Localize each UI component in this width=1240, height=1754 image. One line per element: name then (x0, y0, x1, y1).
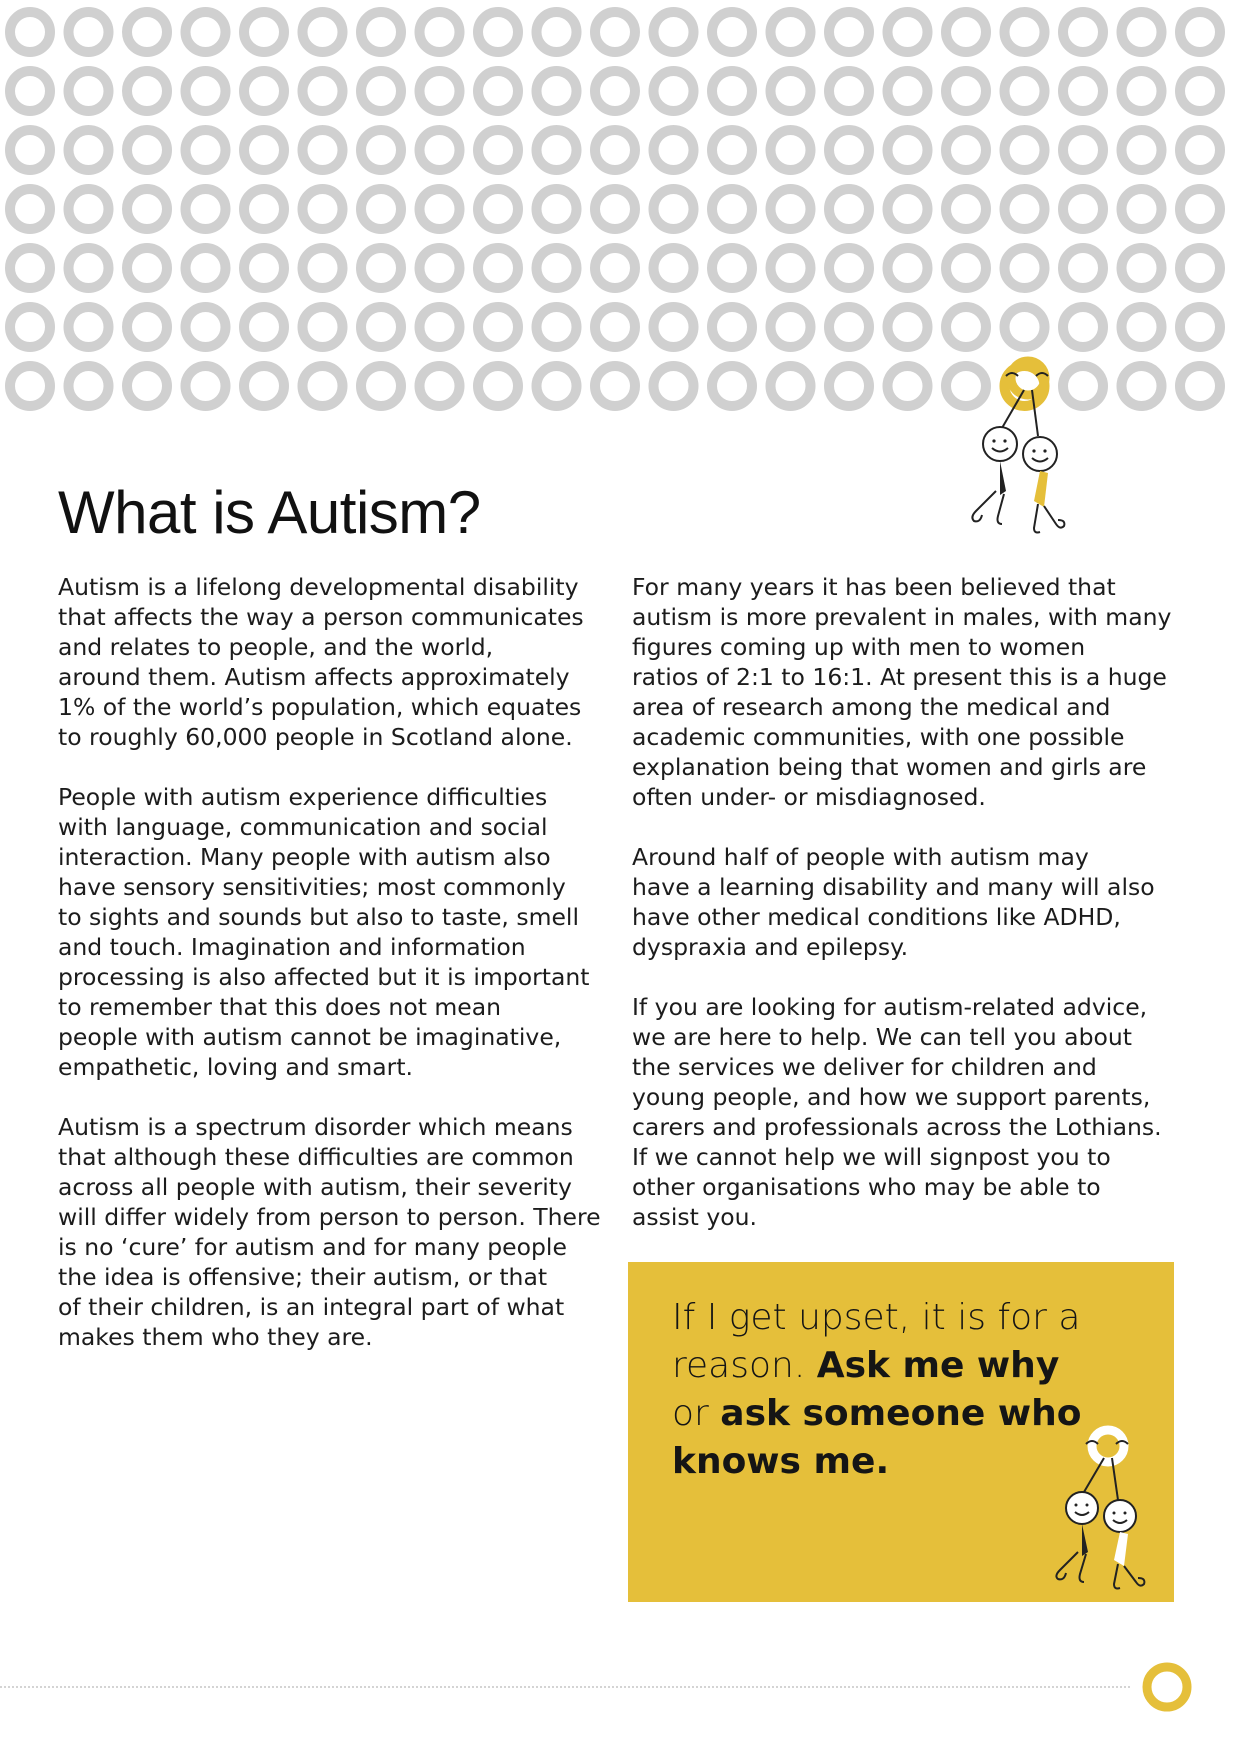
grey-ring-icon (654, 307, 694, 347)
grey-ring-icon (537, 71, 577, 111)
grey-ring-icon (303, 248, 343, 288)
grey-ring-icon (186, 130, 226, 170)
grey-ring-icon (420, 71, 460, 111)
grey-ring-icon (712, 12, 752, 52)
grey-ring-icon (654, 189, 694, 229)
grey-ring-icon (420, 307, 460, 347)
grey-ring-icon (244, 366, 284, 406)
grey-ring-icon (888, 307, 928, 347)
grey-ring-icon (69, 12, 109, 52)
grey-ring-icon (1180, 130, 1220, 170)
paragraph: If you are looking for autism-related advice, we are here to help. We can tell you about the services we deliver for children and young people, and how we support parents, carers and professionals across the Lothians. If we cannot help we will signpost you to other organisations who may be able to assist you. (632, 993, 1162, 1231)
grey-ring-icon (829, 307, 869, 347)
grey-ring-icon (10, 12, 50, 52)
grey-ring-icon (420, 12, 460, 52)
grey-ring-icon (1122, 12, 1162, 52)
grey-ring-icon (888, 130, 928, 170)
grey-ring-icon (420, 189, 460, 229)
grey-ring-icon (595, 366, 635, 406)
grey-ring-icon (1122, 189, 1162, 229)
grey-ring-icon (771, 12, 811, 52)
grey-ring-icon (1180, 189, 1220, 229)
grey-ring-icon (1063, 307, 1103, 347)
yellow-ring-icon (1140, 1660, 1194, 1714)
grey-ring-icon (478, 248, 518, 288)
grey-ring-icon (69, 248, 109, 288)
grey-ring-icon (829, 366, 869, 406)
grey-ring-icon (186, 189, 226, 229)
grey-ring-icon (537, 12, 577, 52)
grey-ring-icon (69, 130, 109, 170)
grey-ring-icon (1063, 71, 1103, 111)
grey-ring-icon (946, 71, 986, 111)
grey-ring-icon (361, 248, 401, 288)
grey-ring-icon (303, 130, 343, 170)
grey-ring-icon (595, 130, 635, 170)
grey-ring-icon (1005, 71, 1045, 111)
grey-ring-icon (478, 130, 518, 170)
grey-ring-icon (888, 71, 928, 111)
two-figures-hanging-icon (1022, 1424, 1172, 1592)
grey-ring-icon (1005, 248, 1045, 288)
grey-ring-icon (946, 307, 986, 347)
grey-ring-icon (361, 12, 401, 52)
grey-ring-icon (186, 71, 226, 111)
grey-ring-icon (69, 71, 109, 111)
grey-ring-icon (771, 366, 811, 406)
grey-ring-icon (186, 12, 226, 52)
grey-ring-icon (1122, 307, 1162, 347)
grey-ring-icon (712, 71, 752, 111)
grey-ring-icon (654, 71, 694, 111)
grey-ring-icon (771, 189, 811, 229)
grey-ring-icon (1180, 307, 1220, 347)
grey-ring-icon (595, 12, 635, 52)
grey-ring-icon (303, 189, 343, 229)
grey-ring-icon (127, 12, 167, 52)
grey-ring-icon (420, 130, 460, 170)
grey-ring-icon (1063, 189, 1103, 229)
right-column (632, 572, 1192, 1262)
grey-ring-icon (127, 130, 167, 170)
grey-ring-icon (595, 189, 635, 229)
grey-ring-icon (244, 71, 284, 111)
paragraph: Autism is a lifelong developmental disability that affects the way a person communicates and relates to people, and the world, around them. Autism affects approximately 1% of the world’s population, which equates to roughly 60,000 people in Scotland alone. (58, 573, 584, 751)
grey-ring-icon (595, 307, 635, 347)
quote-part: or (672, 1393, 721, 1434)
grey-ring-icon (69, 307, 109, 347)
grey-ring-icon (10, 130, 50, 170)
grey-ring-icon (712, 248, 752, 288)
grey-ring-icon (771, 71, 811, 111)
grey-ring-icon (537, 307, 577, 347)
grey-ring-icon (1122, 248, 1162, 288)
two-figures-hanging-icon (930, 356, 1100, 536)
grey-ring-icon (595, 71, 635, 111)
grey-ring-icon (244, 12, 284, 52)
paragraph: Autism is a spectrum disorder which means that although these difficulties are common across all people with autism, their severity will differ widely from person to person. There is no ‘cure’ for autism and for many people the idea is offensive; their autism, or that of their children, is an integral part of what makes them who they are. (58, 1113, 601, 1351)
grey-ring-icon (654, 12, 694, 52)
grey-ring-icon (1180, 366, 1220, 406)
grey-ring-icon (127, 248, 167, 288)
grey-ring-icon (127, 189, 167, 229)
grey-ring-icon (478, 366, 518, 406)
grey-ring-icon (829, 248, 869, 288)
grey-ring-icon (303, 71, 343, 111)
grey-ring-icon (69, 189, 109, 229)
grey-ring-icon (1180, 12, 1220, 52)
left-column (58, 572, 614, 1382)
grey-ring-icon (771, 130, 811, 170)
grey-ring-icon (1005, 307, 1045, 347)
grey-ring-icon (829, 189, 869, 229)
grey-ring-icon (1005, 189, 1045, 229)
grey-ring-icon (478, 71, 518, 111)
quote-bold-part: Ask me why (816, 1345, 1060, 1386)
grey-ring-icon (946, 130, 986, 170)
grey-ring-icon (1122, 366, 1162, 406)
grey-ring-icon (1063, 248, 1103, 288)
grey-ring-icon (537, 189, 577, 229)
grey-ring-icon (888, 12, 928, 52)
grey-ring-icon (478, 12, 518, 52)
grey-ring-icon (1063, 12, 1103, 52)
grey-ring-icon (829, 130, 869, 170)
grey-ring-icon (1005, 130, 1045, 170)
grey-ring-icon (1063, 130, 1103, 170)
grey-ring-icon (829, 71, 869, 111)
grey-ring-icon (712, 366, 752, 406)
grey-ring-icon (712, 307, 752, 347)
paragraph: People with autism experience difficulties with language, communication and social interaction. Many people with autism also have sensory sensitivities; most commonly to sights and sounds but also to taste, smell and touch. Imagination and information processing is also affected but it is important to remember that this does not mean people with autism cannot be imaginative, empathetic, loving and smart. (58, 783, 590, 1081)
grey-ring-icon (10, 307, 50, 347)
grey-ring-icon (303, 12, 343, 52)
grey-ring-icon (186, 248, 226, 288)
grey-ring-icon (10, 366, 50, 406)
grey-ring-icon (10, 248, 50, 288)
grey-ring-icon (10, 71, 50, 111)
grey-ring-icon (1005, 12, 1045, 52)
grey-ring-icon (654, 130, 694, 170)
grey-ring-icon (303, 366, 343, 406)
grey-ring-icon (244, 307, 284, 347)
grey-ring-icon (829, 12, 869, 52)
grey-ring-icon (69, 366, 109, 406)
grey-ring-icon (712, 130, 752, 170)
grey-ring-icon (420, 366, 460, 406)
grey-ring-icon (537, 130, 577, 170)
grey-ring-icon (244, 248, 284, 288)
grey-ring-icon (888, 189, 928, 229)
grey-ring-icon (537, 248, 577, 288)
paragraph: For many years it has been believed that autism is more prevalent in males, with many figures coming up with men to women ratios of 2:1 to 16:1. At present this is a huge area of research among the medical and academic communities, with one possible explanation being that women and girls are often under- or misdiagnosed. (632, 573, 1172, 811)
grey-ring-icon (361, 130, 401, 170)
grey-ring-icon (244, 130, 284, 170)
grey-ring-icon (654, 248, 694, 288)
grey-ring-icon (1180, 248, 1220, 288)
quote-part: If I get upset, it is for a reason. (672, 1297, 1081, 1386)
grey-ring-icon (127, 366, 167, 406)
grey-ring-icon (1122, 71, 1162, 111)
grey-ring-icon (712, 189, 752, 229)
grey-ring-icon (361, 189, 401, 229)
page-title: What is Autism? (58, 479, 481, 546)
grey-ring-icon (303, 307, 343, 347)
grey-ring-icon (1180, 71, 1220, 111)
grey-ring-icon (186, 366, 226, 406)
grey-ring-icon (127, 307, 167, 347)
grey-ring-icon (420, 248, 460, 288)
grey-ring-icon (888, 366, 928, 406)
grey-ring-icon (10, 189, 50, 229)
grey-ring-icon (771, 248, 811, 288)
quote-bold-part: ask someone who knows me. (672, 1393, 1082, 1482)
grey-ring-icon (361, 71, 401, 111)
grey-ring-icon (595, 248, 635, 288)
paragraph: Around half of people with autism may have a learning disability and many will also have other medical conditions like ADHD, dyspraxia and epilepsy. (632, 843, 1155, 961)
grey-ring-icon (478, 189, 518, 229)
grey-ring-icon (946, 248, 986, 288)
grey-ring-icon (888, 248, 928, 288)
grey-ring-icon (361, 307, 401, 347)
grey-ring-icon (946, 189, 986, 229)
grey-ring-icon (361, 366, 401, 406)
grey-ring-icon (1122, 130, 1162, 170)
grey-ring-icon (478, 307, 518, 347)
grey-ring-icon (946, 12, 986, 52)
grey-ring-icon (654, 366, 694, 406)
grey-ring-icon (244, 189, 284, 229)
footer-divider (0, 1686, 1130, 1690)
grey-ring-icon (127, 71, 167, 111)
grey-ring-icon (186, 307, 226, 347)
grey-ring-icon (771, 307, 811, 347)
grey-ring-icon (537, 366, 577, 406)
